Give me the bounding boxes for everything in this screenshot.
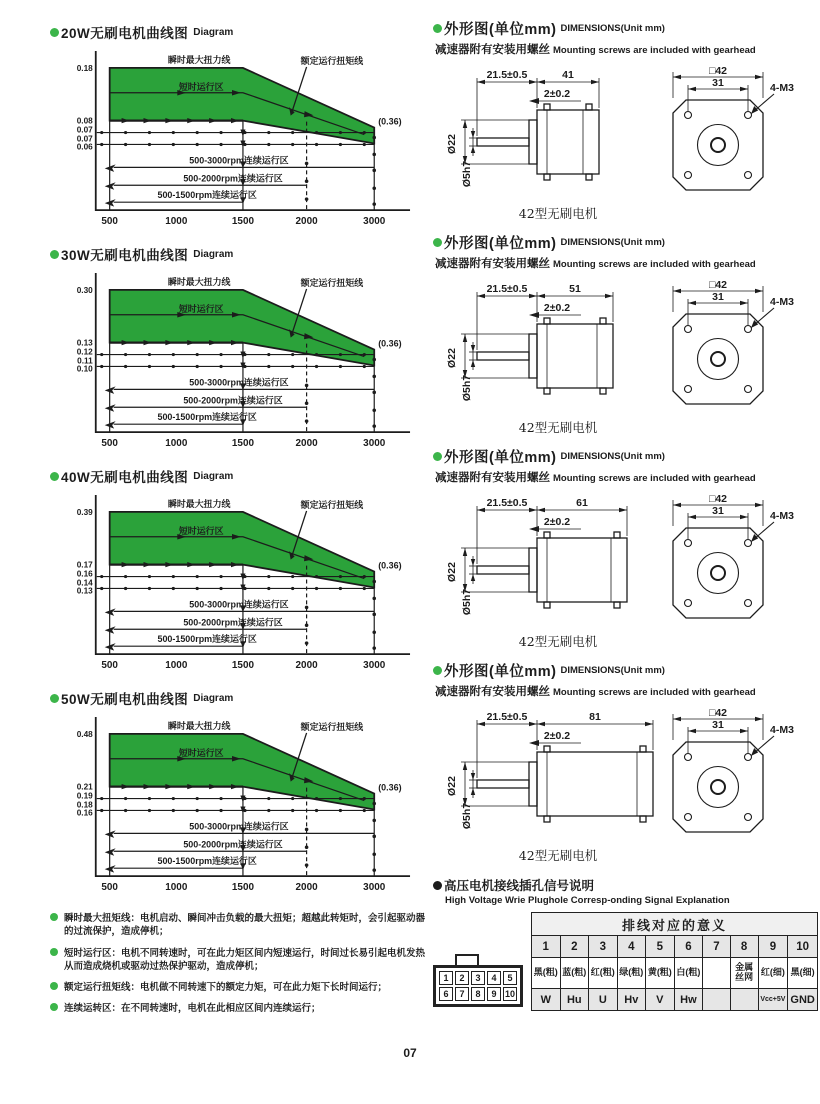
green-bullet-icon [50, 694, 59, 703]
note-item [50, 912, 428, 939]
dim-body-length: 51 [569, 283, 581, 295]
continuous-zone-label: 500-2000rpm连续运行区 [183, 839, 283, 850]
dimension-title [433, 18, 818, 39]
chart-title-en: Diagram [193, 26, 234, 38]
continuous-zone-label: 500-1500rpm连续运行区 [157, 412, 257, 423]
dimension-title-cn: 外形图(单位mm) [444, 450, 557, 466]
charts-column [50, 22, 428, 1024]
dimension-section [433, 446, 818, 650]
continuous-zone-label: 500-2000rpm连续运行区 [183, 617, 283, 628]
y-axis-label: 0.14 [76, 578, 93, 588]
x-axis-label: 500 [101, 438, 118, 450]
wiring-title-en: High Voltage Wrie Plughole Corresp-onding Signal Explanation [445, 895, 730, 906]
connector-pin-row-top [439, 971, 517, 985]
chart-title-en: Diagram [193, 470, 234, 482]
wiring-title-cn: 高压电机接线插孔信号说明 [444, 879, 595, 893]
signal-row [532, 989, 818, 1011]
pin-number-cell: 5 [646, 936, 675, 958]
x-axis-label: 3000 [363, 216, 386, 228]
continuous-zone-label: 500-3000rpm连续运行区 [189, 599, 289, 610]
connector-pin: 2 [455, 971, 469, 985]
y-axis-label: 0.19 [76, 791, 93, 801]
green-bullet-icon [50, 472, 59, 481]
rated-torque-line-label: 额定运行扭矩线 [300, 499, 364, 510]
rated-torque-line-label: 额定运行扭矩线 [300, 277, 364, 288]
chart-title-cn: 50W无刷电机曲线图 [61, 692, 189, 707]
dim-shaft-diameter: Ø5h7 [461, 374, 473, 402]
plug-connector-diagram [433, 954, 523, 1007]
green-bullet-icon [433, 24, 442, 33]
dim-square-size: □42 [708, 65, 728, 77]
torque-curve-chart [50, 43, 416, 238]
wire-color-cell: 绿(粗) [617, 958, 646, 989]
torque-curve-chart [50, 487, 416, 682]
y-axis-label: 0.21 [76, 782, 93, 792]
dimension-section [433, 660, 818, 864]
signal-cell: Hu [560, 989, 589, 1011]
green-bullet-icon [50, 948, 58, 956]
dimension-subtitle [435, 254, 818, 272]
connector-pin: 9 [487, 987, 501, 1001]
x-axis-label: 1500 [231, 882, 255, 894]
note-text: 额定运行扭矩线：电机做不同转速下的额定力矩，可在此力矩下长时间运行； [64, 982, 388, 994]
connector-pin: 8 [471, 987, 485, 1001]
green-bullet-icon [50, 913, 58, 921]
black-bullet-icon [433, 881, 442, 890]
dimension-subtitle-en: Mounting screws are included with gearhead [553, 687, 756, 698]
dim-shaft-diameter: Ø5h7 [461, 588, 473, 616]
dimension-subtitle-cn: 减速器附有安装用螺丝 [435, 258, 550, 270]
peak-torque-line-label: 瞬时最大扭力线 [167, 720, 231, 731]
chart-title [50, 22, 428, 42]
wiring-section [433, 876, 818, 1011]
y-axis-label: 0.10 [76, 364, 93, 374]
dimension-title-cn: 外形图(单位mm) [444, 664, 557, 680]
x-axis-label: 3000 [363, 882, 386, 894]
connector-pin: 4 [487, 971, 501, 985]
table-title-row [532, 913, 818, 936]
dim-square-size: □42 [708, 493, 728, 505]
signal-cell: GND [788, 989, 818, 1011]
continuous-zone-label: 500-3000rpm连续运行区 [189, 155, 289, 166]
signal-cell: Hv [617, 989, 646, 1011]
signal-cell: Vcc+5V [758, 989, 788, 1011]
y-axis-label: 0.07 [76, 125, 93, 135]
dim-boss-thickness: 2±0.2 [543, 88, 571, 100]
pin-number-cell: 6 [674, 936, 703, 958]
note-text: 短时运行区：电机不同转速时，可在此力矩区间内短速运行，时间过长易引起电机发热从而造成烧机或驱动过热保护驱动，造成停机； [64, 947, 426, 972]
x-axis-label: 1000 [165, 438, 188, 450]
dim-shaft-length: 21.5±0.5 [486, 497, 528, 509]
y-axis-label: 0.48 [76, 729, 93, 739]
chart-sections [50, 22, 428, 904]
chart-title-cn: 40W无刷电机曲线图 [61, 470, 189, 485]
wire-color-cell: 红(细) [758, 958, 788, 989]
note-text: 瞬时最大扭矩线：电机启动、瞬间冲击负载的最大扭矩；超越此转矩时，会引起驱动器的过流保护，造成停机； [64, 913, 426, 938]
x-axis-label: 2000 [295, 882, 318, 894]
dim-body-length: 81 [589, 711, 601, 723]
y-axis-label: 0.39 [76, 507, 93, 517]
dim-square-size: □42 [708, 707, 728, 719]
chart-section [50, 22, 428, 238]
green-bullet-icon [50, 28, 59, 37]
y-axis-label: 0.13 [76, 338, 93, 348]
dim-boss-thickness: 2±0.2 [543, 516, 571, 528]
green-bullet-icon [50, 250, 59, 259]
dimension-subtitle [435, 40, 818, 58]
dim-mounting-holes: 4-M3 [770, 82, 794, 94]
dimensions-column [433, 18, 818, 1011]
note-text: 连续运转区：在不同转速时，电机在此相应区间内连续运行； [64, 1003, 321, 1015]
x-axis-label: 1000 [165, 882, 188, 894]
chart-title [50, 244, 428, 264]
note-item [50, 981, 428, 994]
dim-shaft-diameter: Ø5h7 [461, 802, 473, 830]
dimension-subtitle-cn: 减速器附有安装用螺丝 [435, 686, 550, 698]
connector-pin-row-bottom [439, 987, 517, 1001]
chart-section [50, 466, 428, 682]
green-bullet-icon [433, 666, 442, 675]
dimension-section [433, 18, 818, 222]
notes-list [50, 912, 428, 1016]
dim-hole-pitch: 31 [712, 505, 724, 517]
drawing-caption: 42型无刷电机 [518, 206, 598, 221]
y-axis-label: 0.07 [76, 134, 93, 144]
chart-title [50, 688, 428, 708]
y-axis-label: 0.17 [76, 560, 93, 570]
short-run-zone-label: 短时运行区 [178, 747, 224, 758]
chart-title [50, 466, 428, 486]
chart-title-cn: 30W无刷电机曲线图 [61, 248, 189, 263]
peak-torque-line-label: 瞬时最大扭力线 [167, 276, 231, 287]
y-axis-label: 0.13 [76, 586, 93, 596]
torque-curve-chart [50, 709, 416, 904]
continuous-zone-label: 500-3000rpm连续运行区 [189, 377, 289, 388]
wire-color-cell: 黑(粗) [532, 958, 561, 989]
dimension-title [433, 446, 818, 467]
signal-cell [703, 989, 730, 1011]
x-axis-label: 2000 [295, 216, 318, 228]
dimension-subtitle-cn: 减速器附有安装用螺丝 [435, 44, 550, 56]
x-axis-label: 3000 [363, 438, 386, 450]
wire-color-cell [703, 958, 730, 989]
pin-number-cell: 10 [788, 936, 818, 958]
y-axis-label: 0.18 [76, 800, 93, 810]
dimension-subtitle-cn: 减速器附有安装用螺丝 [435, 472, 550, 484]
x-axis-label: 500 [101, 660, 118, 672]
y-axis-label: 0.30 [76, 285, 93, 295]
wire-color-cell: 白(粗) [674, 958, 703, 989]
continuous-zone-label: 500-1500rpm连续运行区 [157, 190, 257, 201]
dimension-sections [433, 18, 818, 864]
dimension-title-en: DIMENSIONS(Unit mm) [560, 23, 665, 34]
dim-hole-pitch: 31 [712, 77, 724, 89]
y-axis-label: 0.06 [76, 142, 93, 152]
connector-pin: 7 [455, 987, 469, 1001]
dim-shaft-length: 21.5±0.5 [486, 711, 528, 723]
green-bullet-icon [433, 452, 442, 461]
continuous-zone-label: 500-3000rpm连续运行区 [189, 821, 289, 832]
short-run-zone-label: 短时运行区 [178, 525, 224, 536]
right-value-label: (0.36) [378, 338, 402, 349]
dim-shaft-length: 21.5±0.5 [486, 283, 528, 295]
chart-title-en: Diagram [193, 692, 234, 704]
connector-pin: 1 [439, 971, 453, 985]
signal-cell: U [589, 989, 618, 1011]
signal-cell: W [532, 989, 561, 1011]
dimension-section [433, 232, 818, 436]
note-item [50, 1002, 428, 1015]
connector-pin: 10 [504, 989, 515, 999]
pin-number-cell: 7 [703, 936, 730, 958]
x-axis-label: 3000 [363, 660, 386, 672]
outline-drawing [433, 702, 808, 850]
pin-number-cell: 2 [560, 936, 589, 958]
x-axis-label: 500 [101, 882, 118, 894]
dimension-subtitle [435, 468, 818, 486]
connector-pin: 6 [439, 987, 453, 1001]
x-axis-label: 1500 [231, 216, 255, 228]
dim-shaft-length: 21.5±0.5 [486, 69, 528, 81]
signal-table [531, 912, 818, 1011]
pin-number-row [532, 936, 818, 958]
dim-square-size: □42 [708, 279, 728, 291]
x-axis-label: 500 [101, 216, 118, 228]
dim-flange-diameter: Ø22 [446, 776, 458, 796]
dim-body-length: 41 [562, 69, 574, 81]
dim-hole-pitch: 31 [712, 719, 724, 731]
connector-pin: 3 [471, 971, 485, 985]
rated-torque-line-label: 额定运行扭矩线 [300, 721, 364, 732]
pin-number-cell: 1 [532, 936, 561, 958]
signal-cell: V [646, 989, 675, 1011]
pin-number-cell: 4 [617, 936, 646, 958]
chart-title-cn: 20W无刷电机曲线图 [61, 26, 189, 41]
dimension-subtitle-en: Mounting screws are included with gearhead [553, 473, 756, 484]
dimension-title-cn: 外形图(单位mm) [444, 236, 557, 252]
wire-color-cell: 红(粗) [589, 958, 618, 989]
peak-torque-line-label: 瞬时最大扭力线 [167, 498, 231, 509]
outline-drawing [433, 60, 808, 208]
note-item [50, 947, 428, 974]
dimension-title [433, 232, 818, 253]
wire-color-row [532, 958, 818, 989]
dimension-subtitle-en: Mounting screws are included with gearhead [553, 259, 756, 270]
pin-number-cell: 3 [589, 936, 618, 958]
connector-body [433, 965, 523, 1007]
table-title-cell: 排线对应的意义 [532, 913, 818, 936]
y-axis-label: 0.16 [76, 569, 93, 579]
y-axis-label: 0.18 [76, 63, 93, 73]
dimension-title [433, 660, 818, 681]
pin-number-cell: 8 [730, 936, 758, 958]
dim-mounting-holes: 4-M3 [770, 296, 794, 308]
right-value-label: (0.36) [378, 116, 402, 127]
continuous-zone-label: 500-1500rpm连续运行区 [157, 856, 257, 867]
chart-section [50, 244, 428, 460]
dim-flange-diameter: Ø22 [446, 348, 458, 368]
dim-flange-diameter: Ø22 [446, 134, 458, 154]
short-run-zone-label: 短时运行区 [178, 303, 224, 314]
green-bullet-icon [50, 1003, 58, 1011]
page-number: 07 [403, 1046, 417, 1060]
x-axis-label: 1500 [231, 660, 255, 672]
dimension-subtitle [435, 682, 818, 700]
wire-color-cell: 黑(细) [788, 958, 818, 989]
wire-color-cell: 金属丝网 [730, 958, 758, 989]
dim-boss-thickness: 2±0.2 [543, 730, 571, 742]
drawing-caption: 42型无刷电机 [518, 848, 598, 863]
green-bullet-icon [50, 982, 58, 990]
wire-color-cell: 黄(粗) [646, 958, 675, 989]
dim-hole-pitch: 31 [712, 291, 724, 303]
torque-curve-chart [50, 265, 416, 460]
dimension-title-en: DIMENSIONS(Unit mm) [560, 451, 665, 462]
pin-number-cell: 9 [758, 936, 788, 958]
continuous-zone-label: 500-2000rpm连续运行区 [183, 395, 283, 406]
signal-cell: Hw [674, 989, 703, 1011]
green-bullet-icon [433, 238, 442, 247]
wiring-title [433, 876, 818, 894]
x-axis-label: 1500 [231, 438, 255, 450]
outline-drawing [433, 274, 808, 422]
x-axis-label: 1000 [165, 660, 188, 672]
chart-title-en: Diagram [193, 248, 234, 260]
dimension-title-en: DIMENSIONS(Unit mm) [560, 237, 665, 248]
peak-torque-line-label: 瞬时最大扭力线 [167, 54, 231, 65]
dim-mounting-holes: 4-M3 [770, 510, 794, 522]
rated-torque-line-label: 额定运行扭矩线 [300, 55, 364, 66]
dimension-subtitle-en: Mounting screws are included with gearhead [553, 45, 756, 56]
connector-pin: 5 [503, 971, 517, 985]
dim-body-length: 61 [576, 497, 588, 509]
y-axis-label: 0.08 [76, 116, 93, 126]
right-value-label: (0.36) [378, 560, 402, 571]
wire-color-cell: 蓝(粗) [560, 958, 589, 989]
x-axis-label: 2000 [295, 438, 318, 450]
chart-section [50, 688, 428, 904]
drawing-caption: 42型无刷电机 [518, 634, 598, 649]
drawing-caption: 42型无刷电机 [518, 420, 598, 435]
wiring-row [433, 912, 818, 1011]
x-axis-label: 1000 [165, 216, 188, 228]
continuous-zone-label: 500-2000rpm连续运行区 [183, 173, 283, 184]
x-axis-label: 2000 [295, 660, 318, 672]
dim-mounting-holes: 4-M3 [770, 724, 794, 736]
signal-cell [730, 989, 758, 1011]
dim-boss-thickness: 2±0.2 [543, 302, 571, 314]
right-value-label: (0.36) [378, 782, 402, 793]
y-axis-label: 0.11 [77, 356, 93, 366]
dimension-title-en: DIMENSIONS(Unit mm) [560, 665, 665, 676]
y-axis-label: 0.16 [76, 808, 93, 818]
outline-drawing [433, 488, 808, 636]
short-run-zone-label: 短时运行区 [178, 81, 224, 92]
y-axis-label: 0.12 [76, 347, 93, 357]
dim-flange-diameter: Ø22 [446, 562, 458, 582]
connector-tab [455, 954, 479, 965]
dimension-title-cn: 外形图(单位mm) [444, 22, 557, 38]
continuous-zone-label: 500-1500rpm连续运行区 [157, 634, 257, 645]
dim-shaft-diameter: Ø5h7 [461, 160, 473, 188]
